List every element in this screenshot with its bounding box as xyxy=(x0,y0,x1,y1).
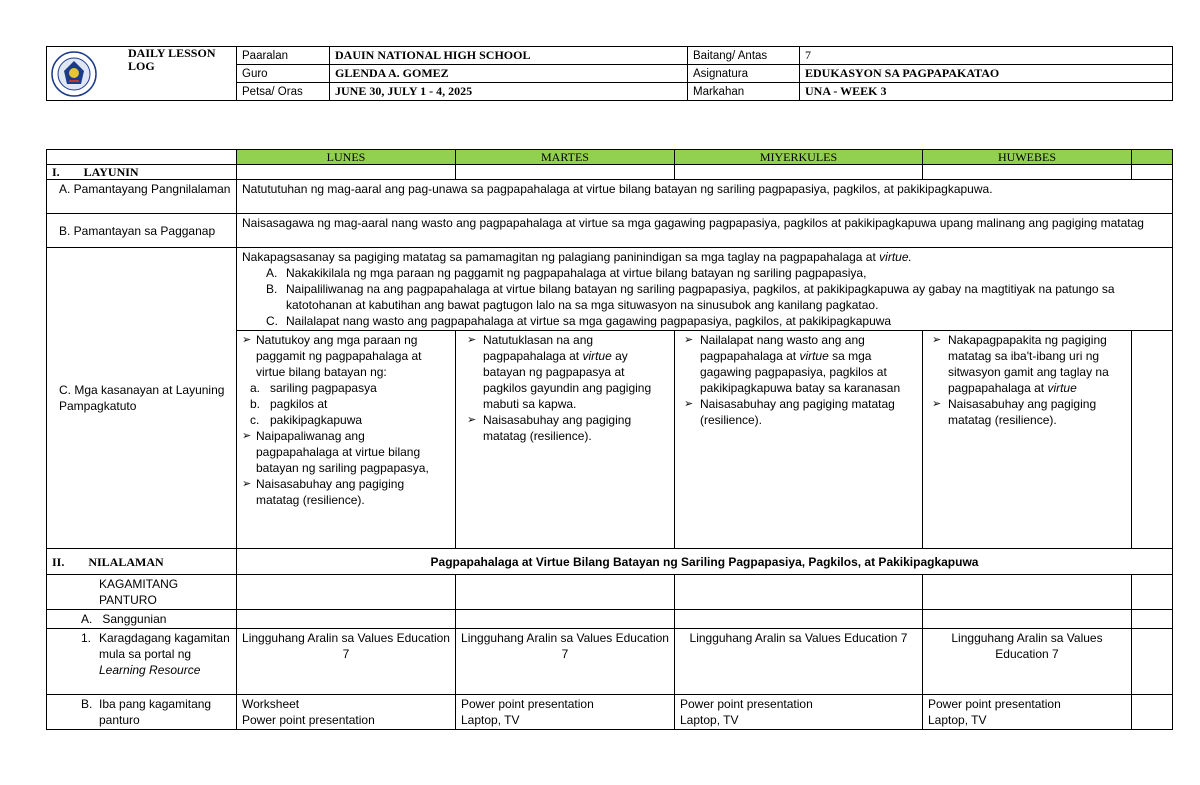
layunin-row xyxy=(47,165,1173,180)
pamantayang-pangnilalaman-row xyxy=(47,180,1173,214)
nilalaman-row xyxy=(47,549,1173,575)
a-text: Natututuhan ng mag-aaral ang pag-unawa sa pagpapahalaga at virtue bilang batayan ng sariling pagpapasiya, pagkilos, at pakikipagkapuwa. xyxy=(237,180,1173,214)
list-item: ➢ Naisasabuhay ang pagiging matatag (resilience). xyxy=(242,476,450,508)
teacher-label: Guro xyxy=(237,65,330,83)
list-item: ➢ Naisasabuhay ang pagiging matatag (resilience). xyxy=(932,396,1126,428)
pamantayan-sa-pagganap-row xyxy=(47,214,1173,248)
header-logo-cell xyxy=(47,47,237,101)
quarter-label: Markahan xyxy=(688,83,800,101)
date-value: JUNE 30, JULY 1 - 4, 2025 xyxy=(330,83,688,101)
nilalaman-content: Pagpapahalaga at Virtue Bilang Batayan ng Sariling Pagpapasiya, Pagkilos, at Pakikipagkapuwa xyxy=(237,549,1173,575)
list-item: ➢ Nakapagpapakita ng pagiging matatag sa iba't-ibang uri ng sitwasyon gamit ang taglay na pagpapahalaga at virtue xyxy=(932,332,1126,396)
c-intro-cell xyxy=(237,248,1173,331)
day-lunes: LUNES xyxy=(237,150,456,165)
resource-huwebes: Lingguhang Aralin sa Values Education 7 xyxy=(923,629,1132,695)
list-item: ➢ Natutukoy ang mga paraan ng paggamit ng pagpapahalaga at virtue bilang batayan ng: xyxy=(242,332,450,380)
c-items-list xyxy=(242,265,1167,329)
subject-label: Asignatura xyxy=(688,65,800,83)
other-lunes: Worksheet Power point presentation xyxy=(237,695,456,730)
lesson-table xyxy=(46,149,1173,730)
document-title: DAILY LESSON LOG xyxy=(128,46,216,73)
list-item: C. Nailalapat nang wasto ang pagpapahalaga at virtue sa mga gagawing pagpapasiya, pagkilos, at pakikipagkapuwa xyxy=(266,314,892,328)
subject-value: EDUKASYON SA PAGPAPAKATAO xyxy=(800,65,1173,83)
layunin-heading: I. LAYUNIN xyxy=(47,165,237,180)
sanggunian-row xyxy=(47,610,1173,629)
list-item: ➢ Naipapaliwanag ang pagpapahalaga at virtue bilang batayan ng sariling pagpapasya, xyxy=(242,428,450,476)
b-label: B. Pamantayan sa Pagganap xyxy=(47,214,237,248)
nilalaman-heading: II. NILALAMAN xyxy=(47,549,237,575)
lunes-objectives xyxy=(237,331,456,549)
c-label: C. Mga kasanayan at Layuning Pampagkatuto xyxy=(47,248,237,549)
deped-seal-icon xyxy=(51,51,97,97)
grade-label: Baitang/ Antas xyxy=(688,47,800,65)
kagamitan-heading: KAGAMITANG PANTURO xyxy=(47,575,237,610)
quarter-value: UNA - WEEK 3 xyxy=(800,83,1173,101)
iba-pang-kagamitan-row xyxy=(47,695,1173,730)
resource-martes: Lingguhang Aralin sa Values Education 7 xyxy=(456,629,675,695)
list-item: c. pakikipagkapuwa xyxy=(250,413,363,427)
days-header-row xyxy=(47,150,1173,165)
list-item: ➢ Nailalapat nang wasto ang ang pagpapahalaga at virtue sa mga gagawing pagpapasiya, pagkilos at pakikipagkapuwa batay sa karanasan xyxy=(684,332,917,396)
martes-objectives xyxy=(456,331,675,549)
iba-pang-label: B. Iba pang kagamitang panturo xyxy=(47,695,237,730)
header-table xyxy=(46,46,1173,101)
kagamitan-row xyxy=(47,575,1173,610)
teacher-value: GLENDA A. GOMEZ xyxy=(330,65,688,83)
day-huwebes: HUWEBES xyxy=(923,150,1132,165)
other-miyerkules: Power point presentation Laptop, TV xyxy=(675,695,923,730)
list-item: ➢ Natutuklasan na ang pagpapahalaga at virtue ay batayan ng pagpapasya at pagkilos gayundin ang pagiging mabuti sa kapwa. xyxy=(467,332,669,412)
a-label: A. Pamantayang Pangnilalaman xyxy=(47,180,237,214)
list-item: b. pagkilos at xyxy=(250,397,328,411)
list-item: ➢ Naisasabuhay ang pagiging matatag (resilience). xyxy=(684,396,917,428)
day-miyerkules: MIYERKULES xyxy=(675,150,923,165)
grade-value: 7 xyxy=(800,47,1173,65)
list-item: A. Nakakikilala ng mga paraan ng paggamit ng pagpapahalaga at virtue bilang batayan ng sariling pagpapasiya, xyxy=(266,266,867,280)
kasanayan-intro-row xyxy=(47,248,1173,331)
b-text: Naisasagawa ng mag-aaral nang wasto ang pagpapahalaga at virtue sa mga gagawing pagpapasiya, pagkilos at pakikipagkapuwa upang malinang ang pagiging matatag xyxy=(237,214,1173,248)
other-huwebes: Power point presentation Laptop, TV xyxy=(923,695,1132,730)
school-value: DAUIN NATIONAL HIGH SCHOOL xyxy=(330,47,688,65)
sanggunian-label: A. Sanggunian xyxy=(47,610,237,629)
resource-miyerkules: Lingguhang Aralin sa Values Education 7 xyxy=(675,629,923,695)
resource-lunes: Lingguhang Aralin sa Values Education 7 xyxy=(237,629,456,695)
c-intro: Nakapagsasanay sa pagiging matatag sa pamamagitan ng palagiang paninindigan sa mga taglay na pagpapahalaga at virtue. xyxy=(242,250,912,264)
date-label: Petsa/ Oras xyxy=(237,83,330,101)
school-label: Paaralan xyxy=(237,47,330,65)
karagdagang-label: 1. Karagdagang kagamitan mula sa portal ng Learning Resource xyxy=(47,629,237,695)
list-item: ➢ Naisasabuhay ang pagiging matatag (resilience). xyxy=(467,412,669,444)
miyerkules-objectives xyxy=(675,331,923,549)
huwebes-objectives xyxy=(923,331,1132,549)
list-item: B. Naipaliliwanag na ang pagpapahalaga at virtue bilang batayan ng sariling pagpapasiya, pagkilos, at pakikipagkapuwa ay gabay na magtitiyak na patungo sa katotohanan at kabutihan ang bawat pagtugon lalo na sa mga situwasyon na sinusubok ang kanilang pagkatao. xyxy=(266,282,1115,312)
karagdagang-row xyxy=(47,629,1173,695)
day-martes: MARTES xyxy=(456,150,675,165)
other-martes: Power point presentation Laptop, TV xyxy=(456,695,675,730)
list-item: a. sariling pagpapasya xyxy=(250,381,377,395)
